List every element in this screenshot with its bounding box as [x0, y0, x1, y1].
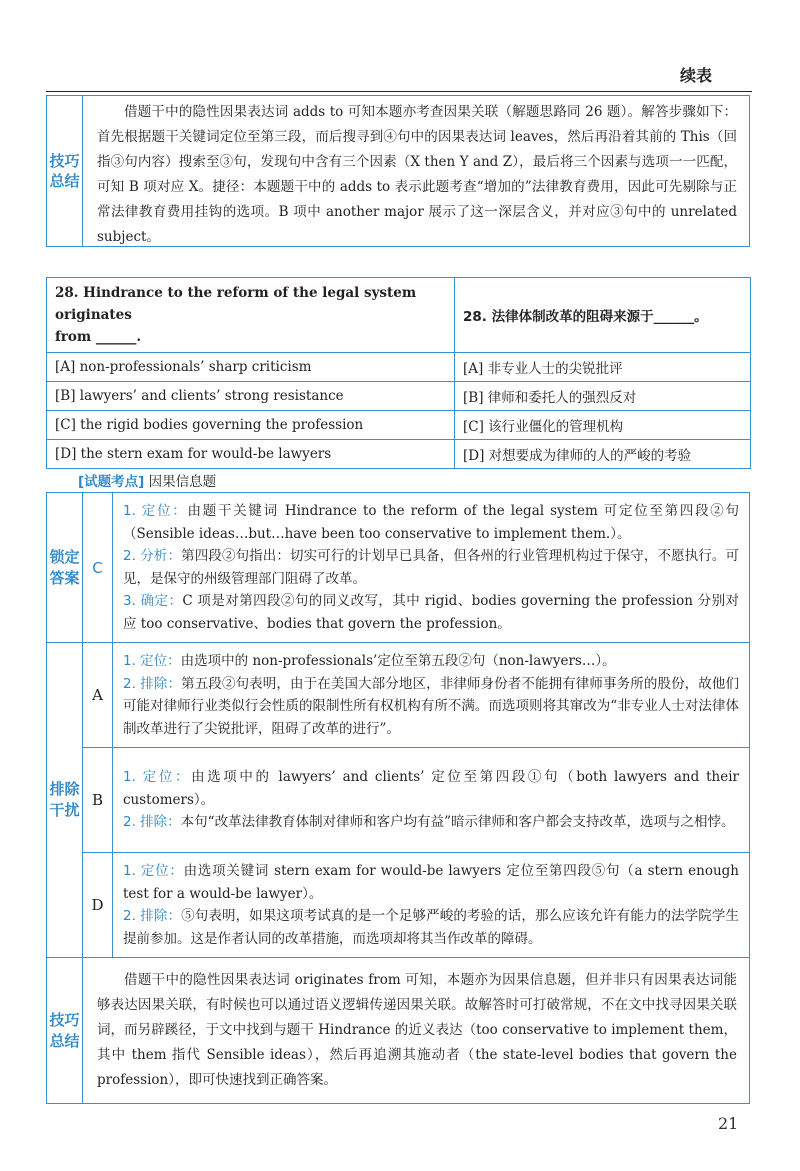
- test-point: [78, 470, 216, 490]
- distractor-letter: D: [83, 853, 113, 958]
- option-row: [47, 411, 751, 440]
- step-tag: 2. 排除：: [123, 908, 182, 924]
- step-text: 第四段②句指出：切实可行的计划早已具备，但各州的行业管理机构过于保守，不愿执行。可见，是保守的州级管理部门阻碍了改革。: [123, 548, 740, 587]
- step-tag: 1. 定位：: [123, 863, 184, 879]
- step-tag: 1. 定位：: [123, 653, 181, 669]
- step-tag: 3. 确定：: [123, 593, 183, 609]
- distractor-row-a: [47, 643, 750, 748]
- question-stem-zh: 28. 法律体制改革的阻碍来源于______。: [455, 278, 751, 353]
- step-tag: 2. 分析：: [123, 548, 182, 564]
- tip-label-line2: 总结: [49, 172, 80, 190]
- distractor-body: [113, 643, 750, 748]
- distractor-row-d: [47, 853, 750, 958]
- option-en: [B] lawyers’ and clients’ strong resistance: [47, 382, 455, 411]
- option-zh: [C] 该行业僵化的管理机构: [455, 411, 751, 440]
- tip-summary-label: [47, 96, 83, 246]
- option-en: [D] the stern exam for would-be lawyers: [47, 440, 455, 469]
- answer-letter: C: [83, 493, 113, 643]
- answer-row: [47, 493, 750, 643]
- distractor-label-line2: 干扰: [49, 801, 80, 819]
- step-text: 由选项关键词 stern exam for would-be lawyers 定位至第四段⑤句（a stern enough test for a would-be lawyer）。: [123, 863, 739, 902]
- step-text: 由选项中的 non-professionals’定位至第五段②句（non-lawyers…）。: [180, 653, 616, 669]
- stem-en-line1: 28. Hindrance to the reform of the legal system originates: [55, 285, 417, 323]
- step-text: 第五段②句表明，由于在美国大部分地区，非律师身份者不能拥有律师事务所的股份，故他们可能对律师行业类似行会性质的限制性所有权机构有所不满。而选项则将其窜改为“非专业人士对法律体制改革进行了尖锐批评，阻碍了改革的进行”。: [123, 675, 740, 737]
- top-rule: [46, 91, 752, 92]
- distractor-step-2: [123, 811, 739, 834]
- distractor-letter: A: [83, 643, 113, 748]
- step-tag: 1. 定位：: [123, 769, 192, 786]
- analysis-grid: [46, 492, 750, 1104]
- option-row: [47, 382, 751, 411]
- option-zh: [A] 非专业人士的尖锐批评: [455, 353, 751, 382]
- distractor-row-b: [47, 748, 750, 853]
- question-table: [46, 277, 751, 469]
- step-tag: 2. 排除：: [123, 814, 181, 831]
- tip-summary-label-2: [47, 958, 83, 1104]
- answer-label-line2: 答案: [49, 568, 80, 587]
- tip2-label-line2: 总结: [49, 1031, 80, 1050]
- answer-step-2: [123, 545, 739, 590]
- distractor-letter: B: [83, 748, 113, 853]
- distractor-step-2: [123, 905, 739, 950]
- distractor-body: [113, 748, 750, 853]
- step-text: 由选项中的 lawyers’ and clients’ 定位至第四段①句（both lawyers and their customers）。: [123, 769, 740, 808]
- answer-label: [47, 493, 83, 643]
- option-row: [47, 353, 751, 382]
- answer-step-1: [123, 500, 739, 545]
- option-en: [A] non-professionals’ sharp criticism: [47, 353, 455, 382]
- test-point-tag: [试题考点]: [78, 474, 145, 490]
- distractor-step-1: [123, 860, 739, 905]
- answer-step-3: [123, 590, 739, 635]
- distractor-step-1: [123, 650, 739, 673]
- question-stem-row: [47, 278, 751, 353]
- test-point-value: 因果信息题: [148, 474, 217, 490]
- answer-label-line1: 锁定: [49, 547, 80, 566]
- question-stem-en: [47, 278, 455, 353]
- tip-summary-box: [46, 95, 750, 247]
- tip-summary-text: 借题干中的隐性因果表达词 adds to 可知本题亦考查因果关联（解题思路同 26 题）。解答步骤如下：首先根据题干关键词定位至第三段，而后搜寻到④句中的因果表达词 leaves，然后再沿着其前的 This（回指③句内容）搜索至③句，发现句中含有三个因素（X then Y and Z），最后将三个因素与选项一一匹配，可知 B 项对应 X。捷径：本题题干中的 adds to 表示此题考查“增加的”法律教育费用，因此可先剔除与正常法律教育费用挂钩的选项。B 项中 another major 展示了这一深层含义，并对应③句中的 unrelated subject。: [97, 104, 737, 245]
- stem-en-line2: from ______.: [55, 329, 142, 345]
- distractor-label: [47, 643, 83, 958]
- option-row: [47, 440, 751, 469]
- step-text: C 项是对第四段②句的同义改写，其中 rigid、bodies governing the profession 分别对应 too conservative、bodies that govern the profession。: [123, 593, 739, 632]
- answer-body: [113, 493, 750, 643]
- tip-summary-row: [47, 958, 750, 1104]
- distractor-body: [113, 853, 750, 958]
- option-zh: [D] 对想要成为律师的人的严峻的考验: [455, 440, 751, 469]
- distractor-step-1: [123, 766, 739, 811]
- continued-label: 续表: [680, 66, 713, 85]
- step-tag: 1. 定位：: [123, 503, 188, 519]
- option-en: [C] the rigid bodies governing the profession: [47, 411, 455, 440]
- tip-label-line1: 技巧: [49, 151, 80, 170]
- step-tag: 2. 排除：: [123, 675, 182, 692]
- distractor-step-2: [123, 673, 739, 741]
- option-zh: [B] 律师和委托人的强烈反对: [455, 382, 751, 411]
- page-number: 21: [718, 1114, 739, 1133]
- tip-summary-text-2: 借题干中的隐性因果表达词 originates from 可知，本题亦为因果信息题，但并非只有因果表达词能够表达因果关联，有时候也可以通过语义逻辑传递因果关联。故解答时可打破常规，不在文中找寻因果关联词，而另辟蹊径，于文中找到与题干 Hindrance 的近义表达（too conservative to implement them，其中 them 指代 Sensible ideas），然后再追溯其施动者（the state-level bodies that govern the profession），即可快速找到正确答案。: [83, 958, 750, 1104]
- step-text: 由题干关键词 Hindrance to the reform of the legal system 可定位至第四段②句（Sensible ideas…but…have been too conservative to implement them.）。: [123, 503, 739, 542]
- step-text: ⑤句表明，如果这项考试真的是一个足够严峻的考验的话，那么应该允许有能力的法学院学生提前参加。这是作者认同的改革措施，而选项却将其当作改革的障碍。: [123, 908, 740, 947]
- tip2-label-line1: 技巧: [49, 1010, 80, 1029]
- distractor-label-line1: 排除: [49, 780, 80, 798]
- step-text: 本句“改革法律教育体制对律师和客户均有益”暗示律师和客户都会支持改革，选项与之相悖。: [180, 814, 735, 831]
